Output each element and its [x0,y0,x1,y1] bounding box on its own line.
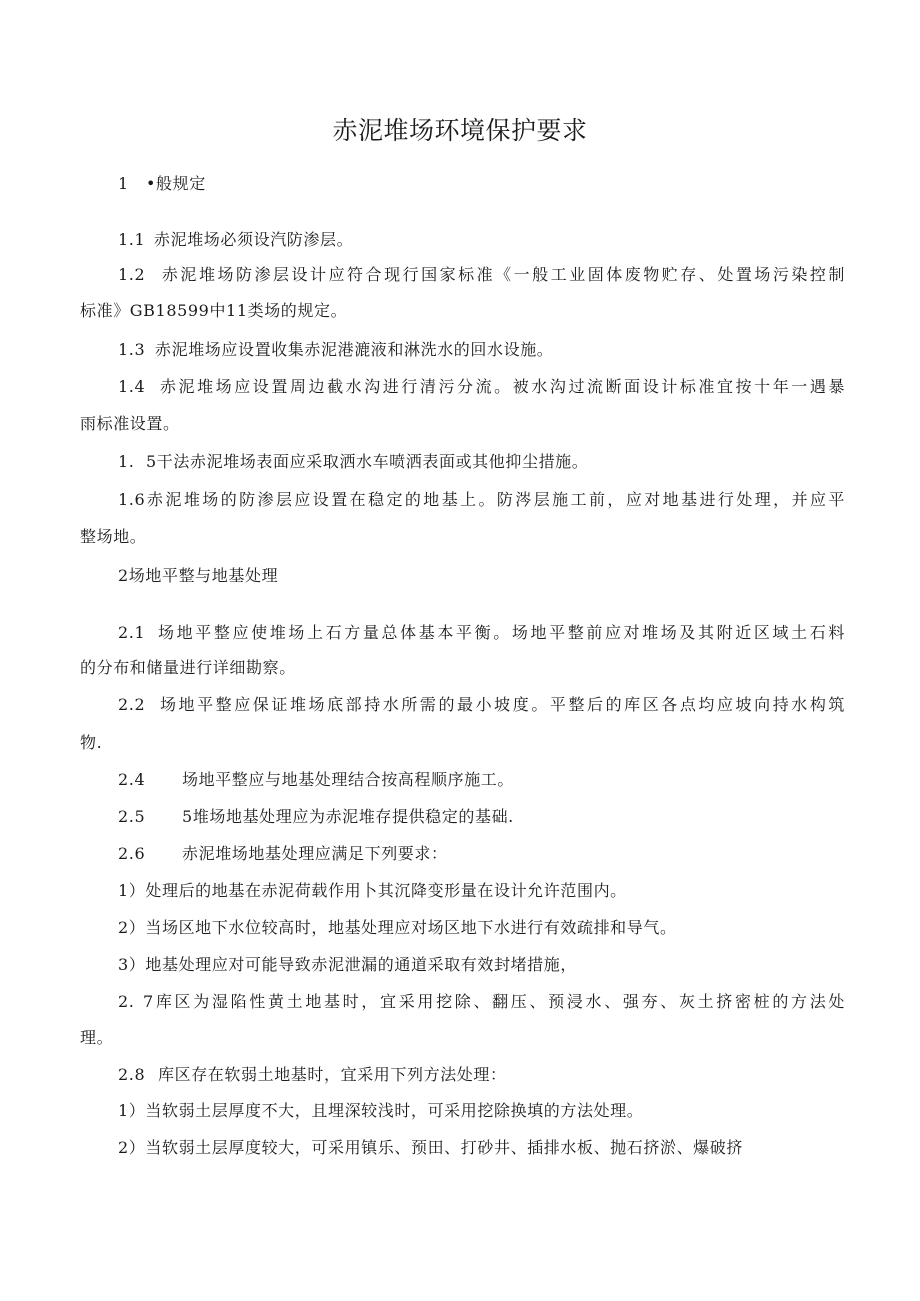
clause-text: 赤泥堆场地基处理应满足下列要求： [182,844,448,863]
list-item [118,917,677,939]
paragraph-line [80,526,146,548]
clause-number: 1.4 [118,377,146,396]
paragraph-line [118,806,514,828]
clause-text: 5干法赤泥堆场表面应采取洒水车喷洒表面或其他抑尘措施。 [146,452,589,471]
paragraph-line [118,339,553,361]
paragraph-line [118,769,514,791]
paragraph-line [80,413,180,435]
clause-text: 库区存在软弱土地基时，宜采用下列方法处理： [158,1065,507,1084]
clause-number: 1.1 [118,230,146,249]
clause-number: 2.8 [118,1065,146,1084]
paragraph-line [118,622,845,644]
list-item [118,1100,643,1122]
clause-text: 场地平整应保证堆场底部持水所需的最小坡度。平整后的库区各点均应坡向持水构筑 [158,695,845,714]
section-number: 1 [118,174,129,193]
clause-text: 的分布和储量进行详细勘察。 [80,658,296,677]
section-text: •般规定 [146,174,206,193]
clause-number: 1.3 [118,340,146,359]
list-item-text: 2）当场区地下水位较高时，地基处理应对场区地下水进行有效疏排和导气。 [118,918,677,937]
clause-text: 物. [80,733,103,752]
paragraph-line [80,1027,113,1049]
clause-number: 2.6 [118,844,146,863]
paragraph-line [118,451,588,473]
clause-text: 赤泥堆场防渗层设计应符合现行国家标准《一般工业固体废物贮存、处置场污染控制 [160,265,845,284]
clause-text: 7库区为湿陷性黄土地基时，宜采用挖除、翻压、预浸水、强夯、灰土挤密桩的方法处 [143,992,845,1011]
clause-text: 整场地。 [80,527,147,546]
paragraph-line [118,1064,507,1086]
clause-text: 雨标准设置。 [80,414,180,433]
clause-number: 2.5 [118,807,146,826]
page-title: 赤泥堆场环境保护要求 [332,116,588,145]
list-item-text: 1）处理后的地基在赤泥荷载作用卜其沉降变形量在设计允许范围内。 [118,881,627,900]
list-item-text: 3）地基处理应对可能导致赤泥泄漏的通道采取有效封堵措施， [118,955,577,974]
paragraph-line [118,229,353,251]
clause-text: 1.6赤泥堆场的防渗层应设置在稳定的地基上。防涔层施工前，应对地基进行处理，并应平 [118,490,845,509]
paragraph-line [118,264,845,286]
paragraph-line [80,300,347,322]
clause-text: 场地平整应与地基处理结合按高程顺序施工。 [182,770,515,789]
clause-text: 赤泥堆场必须设汽防渗层。 [154,230,354,249]
list-item [118,954,577,976]
clause-number: 2.4 [118,770,146,789]
paragraph-line [118,694,845,716]
section-heading-1 [118,173,206,195]
paragraph-line [118,991,845,1013]
clause-number: 2.1 [118,623,146,642]
clause-text: 场地平整应使堆场上石方量总体基本平衡。场地平整前应对堆场及其附近区域土石料 [156,623,845,642]
paragraph-line [118,489,845,511]
list-item [118,880,627,902]
section-heading-2 [118,565,278,587]
section-text: 2场地平整与地基处理 [118,566,279,585]
list-item [118,1137,743,1159]
clause-number: 1.2 [118,265,146,284]
clause-number: 2. [118,992,135,1011]
paragraph-line [118,843,448,865]
paragraph-line [80,657,296,679]
clause-number: 1. [118,452,135,471]
list-item-text: 2）当软弱土层厚度较大，可采用镇乐、预田、打砂井、插排水板、抛石挤淤、爆破挤 [118,1138,743,1157]
paragraph-line [80,732,102,754]
clause-text: 理。 [80,1028,114,1047]
clause-text: 赤泥堆场应设置收集赤泥港漉液和淋洗水的回水设施。 [155,340,554,359]
clause-text: 赤泥堆场应设置周边截水沟进行清污分流。被水沟过流断面设计标准宜按十年一遇暴 [158,377,845,396]
paragraph-line [118,376,845,398]
list-item-text: 1）当软弱土层厚度不大，且埋深较浅时，可采用挖除换填的方法处理。 [118,1101,644,1120]
clause-number: 2.2 [118,695,146,714]
clause-text: 标准》GB18599中11类场的规定。 [80,301,348,320]
clause-text: 5堆场地基处理应为赤泥堆存提供稳定的基础. [182,807,514,826]
